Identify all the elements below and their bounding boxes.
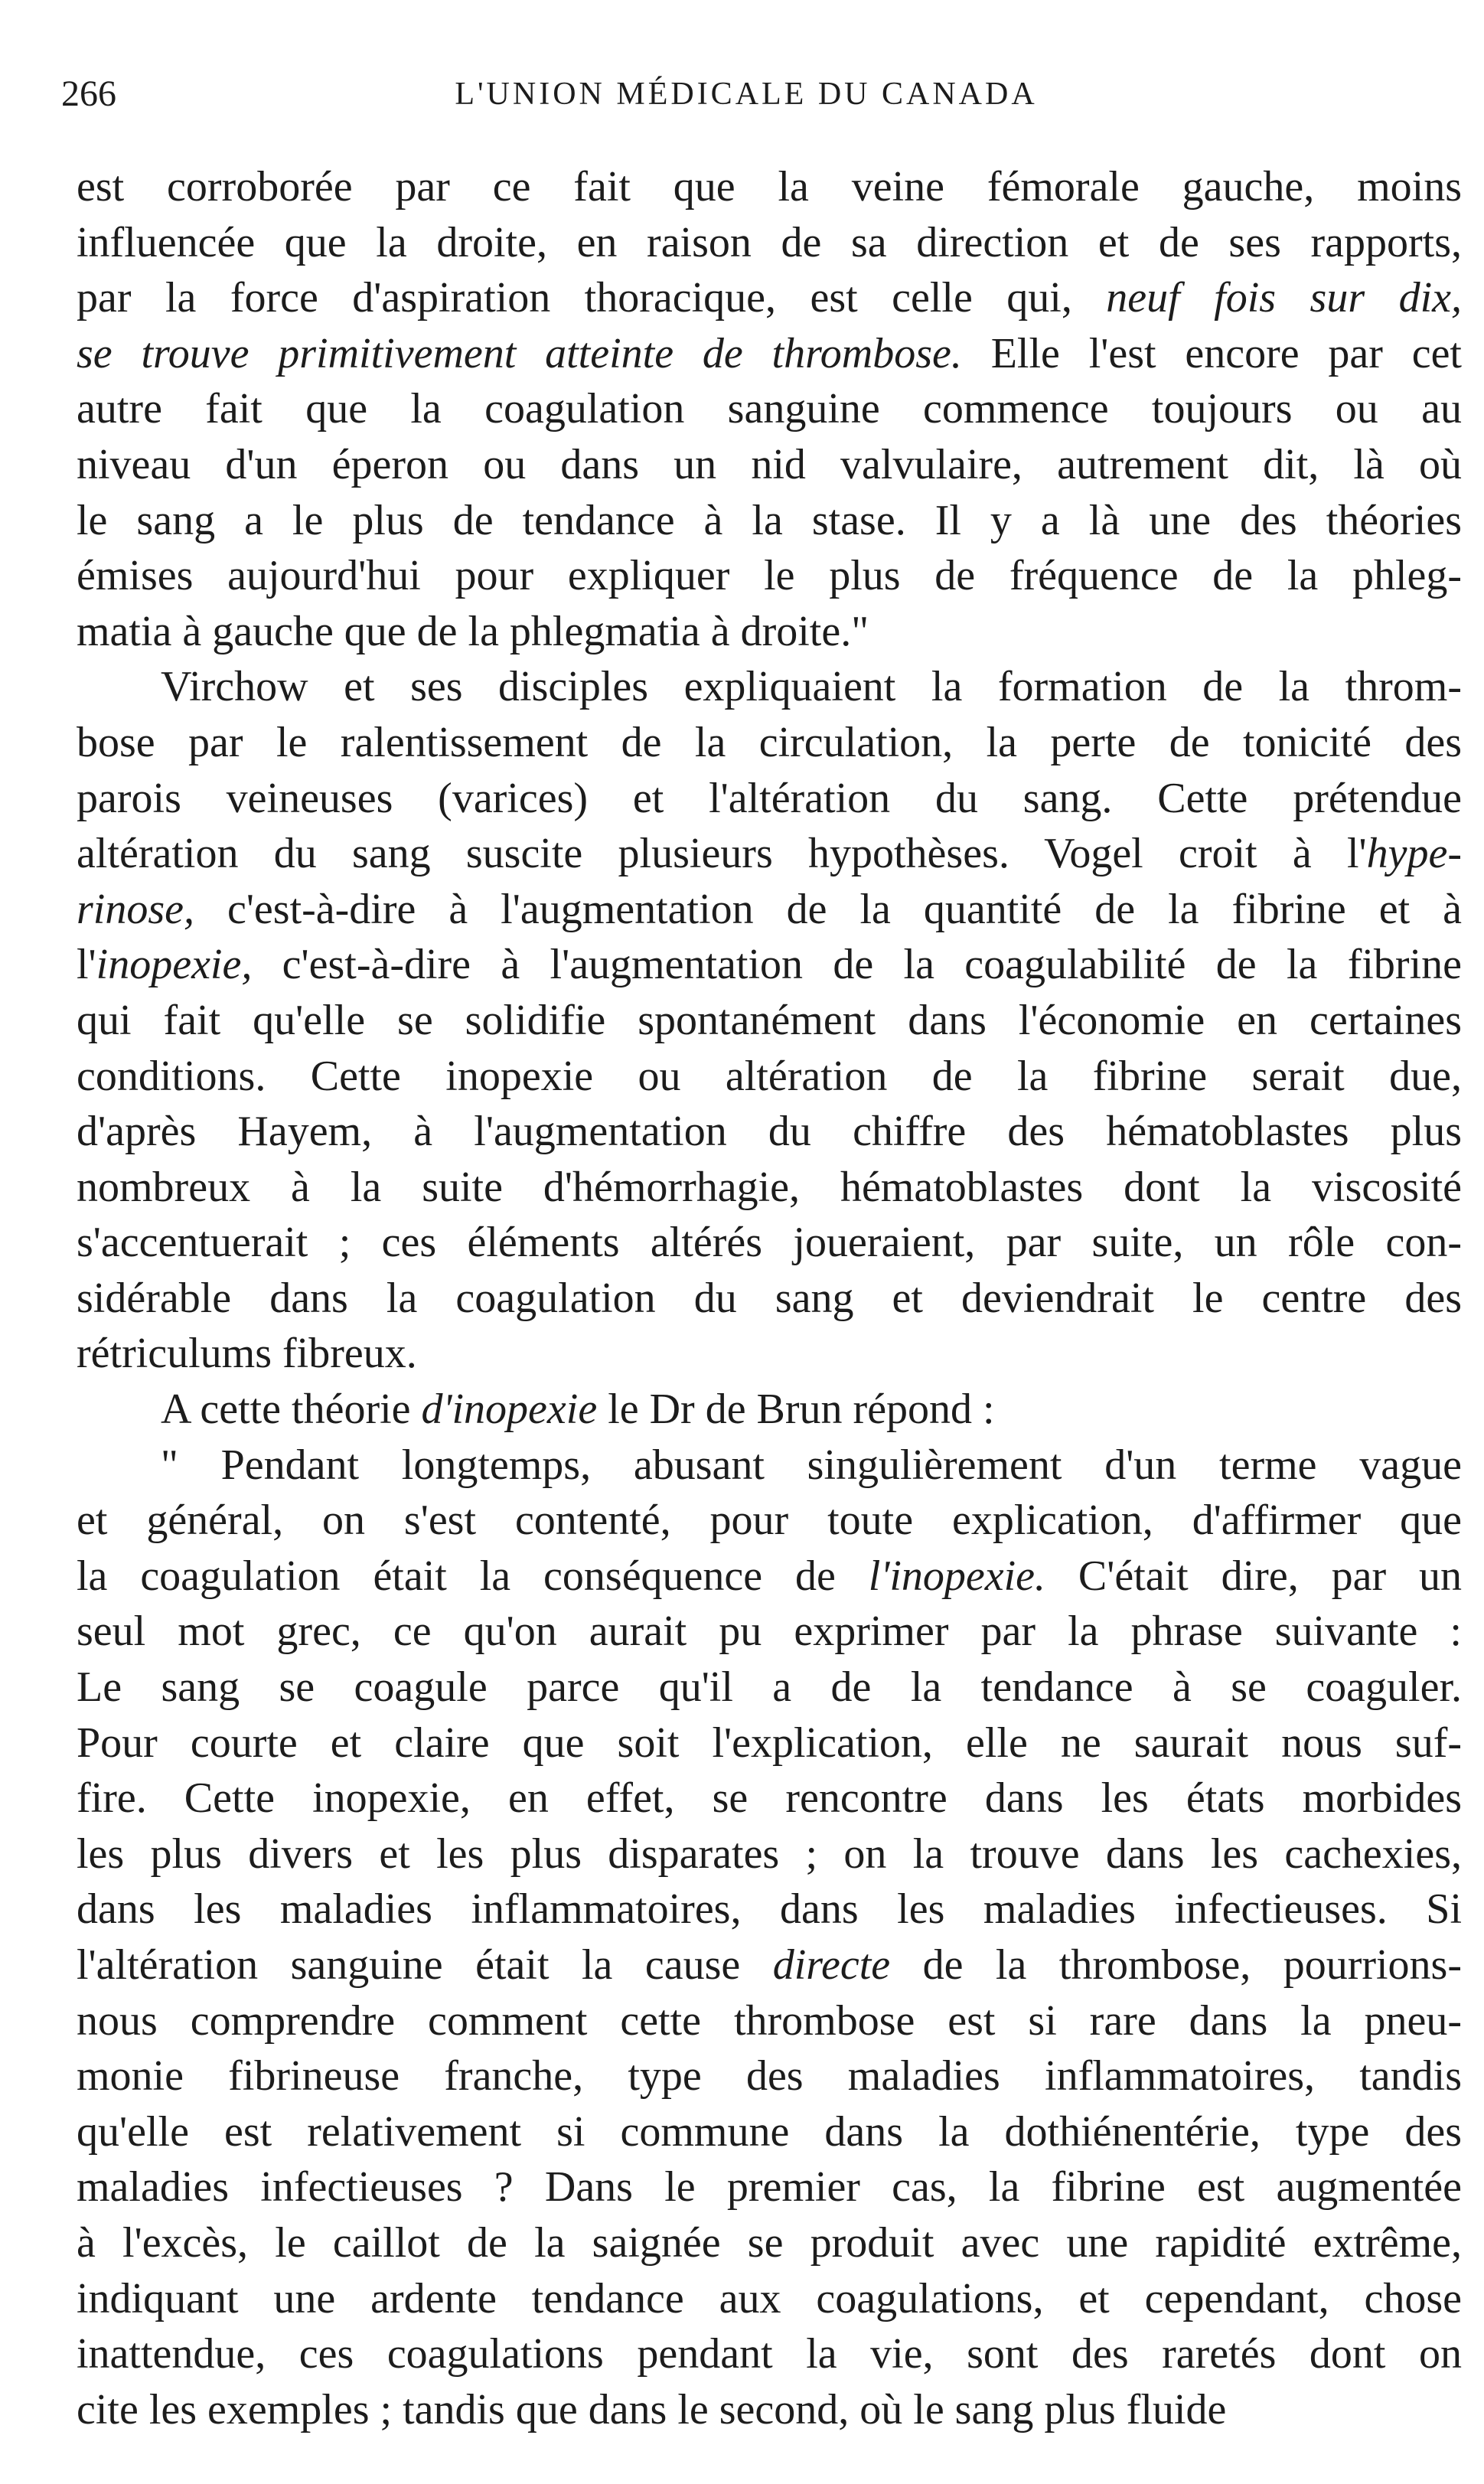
text-line: nous comprendre comment cette thrombose est si rare dans la pneu- — [77, 1996, 1462, 2045]
text-line: cite les exemples ; tandis que dans le second, où le sang plus fluide — [77, 2385, 1227, 2433]
text-line: l'inopexie, c'est-à-dire à l'augmentation de la coagulabilité de la fibrine — [77, 941, 1462, 989]
page-number: 266 — [61, 73, 116, 114]
italic-text: se trouve primitivement atteinte de thrombose. — [77, 329, 962, 377]
text-line: Virchow et ses disciples expliquaient la formation de la throm- — [161, 663, 1462, 711]
text-line: par la force d'aspiration thoracique, est celle qui, neuf fois sur dix, — [77, 274, 1462, 322]
text-line: fire. Cette inopexie, en effet, se rencontre dans les états morbides — [77, 1774, 1462, 1823]
text-line: seul mot grec, ce qu'on aurait pu exprimer par la phrase suivante : — [77, 1608, 1462, 1656]
text-line: matia à gauche que de la phlegmatia à droite." — [77, 607, 869, 655]
paragraph — [77, 1438, 1462, 2438]
text-line: niveau d'un éperon ou dans un nid valvulaire, autrement dit, là où — [77, 440, 1462, 488]
text-line: émises aujourd'hui pour expliquer le plus de fréquence de la phleg- — [77, 552, 1462, 600]
body-text — [77, 159, 1462, 2437]
text-line: Pour courte et claire que soit l'explication, elle ne saurait nous suf- — [77, 1719, 1462, 1767]
text-line: parois veineuses (varices) et l'altération du sang. Cette prétendue — [77, 774, 1462, 822]
italic-text: directe — [772, 1941, 891, 1989]
text-line: rinose, c'est-à-dire à l'augmentation de la quantité de la fibrine et à — [77, 885, 1462, 933]
italic-text: neuf fois sur dix, — [1106, 274, 1462, 322]
text-line: rétriculums fibreux. — [77, 1330, 417, 1378]
text-line: conditions. Cette inopexie ou altération de la fibrine serait due, — [77, 1052, 1462, 1100]
text-line: s'accentuerait ; ces éléments altérés joueraient, par suite, un rôle con- — [77, 1219, 1462, 1267]
text-line: la coagulation était la conséquence de l'inopexie. C'était dire, par un — [77, 1552, 1462, 1600]
text-line: qu'elle est relativement si commune dans la dothiénentérie, type des — [77, 2107, 1462, 2156]
text-line: le sang a le plus de tendance à la stase. Il y a là une des théories — [77, 496, 1462, 544]
text-line: inattendue, ces coagulations pendant la vie, sont des raretés dont on — [77, 2330, 1462, 2378]
text-line: Le sang se coagule parce qu'il a de la tendance à se coaguler. — [77, 1663, 1462, 1712]
text-line: " Pendant longtemps, abusant singulièrement d'un terme vague — [161, 1441, 1462, 1489]
text-line: monie fibrineuse franche, type des maladies inflammatoires, tandis — [77, 2052, 1462, 2100]
text-line: d'après Hayem, à l'augmentation du chiffre des hématoblastes plus — [77, 1108, 1462, 1156]
italic-text: inopexie, — [96, 941, 253, 989]
text-line: qui fait qu'elle se solidifie spontanément dans l'économie en certaines — [77, 996, 1462, 1044]
italic-text: rinose, — [77, 885, 194, 933]
text-line: maladies infectieuses ? Dans le premier cas, la fibrine est augmentée — [77, 2163, 1462, 2211]
text-line: est corroborée par ce fait que la veine fémorale gauche, moins — [77, 163, 1462, 211]
text-line: bose par le ralentissement de la circulation, la perte de tonicité des — [77, 718, 1462, 766]
text-line: indiquant une ardente tendance aux coagulations, et cependant, chose — [77, 2274, 1462, 2322]
text-line: et général, on s'est contenté, pour toute explication, d'affirmer que — [77, 1497, 1462, 1545]
text-line: se trouve primitivement atteinte de thrombose. Elle l'est encore par cet — [77, 329, 1462, 377]
paragraph — [77, 1382, 1462, 1438]
text-line: influencée que la droite, en raison de sa direction et de ses rapports, — [77, 218, 1462, 266]
running-header — [61, 67, 1431, 121]
italic-text: hype- — [1366, 830, 1462, 878]
text-line: A cette théorie d'inopexie le Dr de Brun répond : — [161, 1386, 995, 1434]
paragraph — [77, 159, 1462, 659]
text-line: autre fait que la coagulation sanguine commence toujours ou au — [77, 385, 1462, 433]
text-line: sidérable dans la coagulation du sang et deviendrait le centre des — [77, 1274, 1462, 1322]
italic-text: l'inopexie. — [868, 1552, 1045, 1600]
italic-text: d'inopexie — [421, 1386, 598, 1434]
paragraph — [77, 659, 1462, 1382]
text-line: dans les maladies inflammatoires, dans les maladies infectieuses. Si — [77, 1885, 1462, 1934]
text-line: les plus divers et les plus disparates ; on la trouve dans les cachexies, — [77, 1830, 1462, 1878]
text-line: altération du sang suscite plusieurs hypothèses. Vogel croit à l'hype- — [77, 830, 1462, 878]
text-line: l'altération sanguine était la cause directe de la thrombose, pourrions- — [77, 1941, 1462, 1989]
text-line: nombreux à la suite d'hémorrhagie, hématoblastes dont la viscosité — [77, 1163, 1462, 1211]
running-title: L'UNION MÉDICALE DU CANADA — [455, 77, 1038, 112]
text-line: à l'excès, le caillot de la saignée se produit avec une rapidité extrême, — [77, 2218, 1462, 2267]
